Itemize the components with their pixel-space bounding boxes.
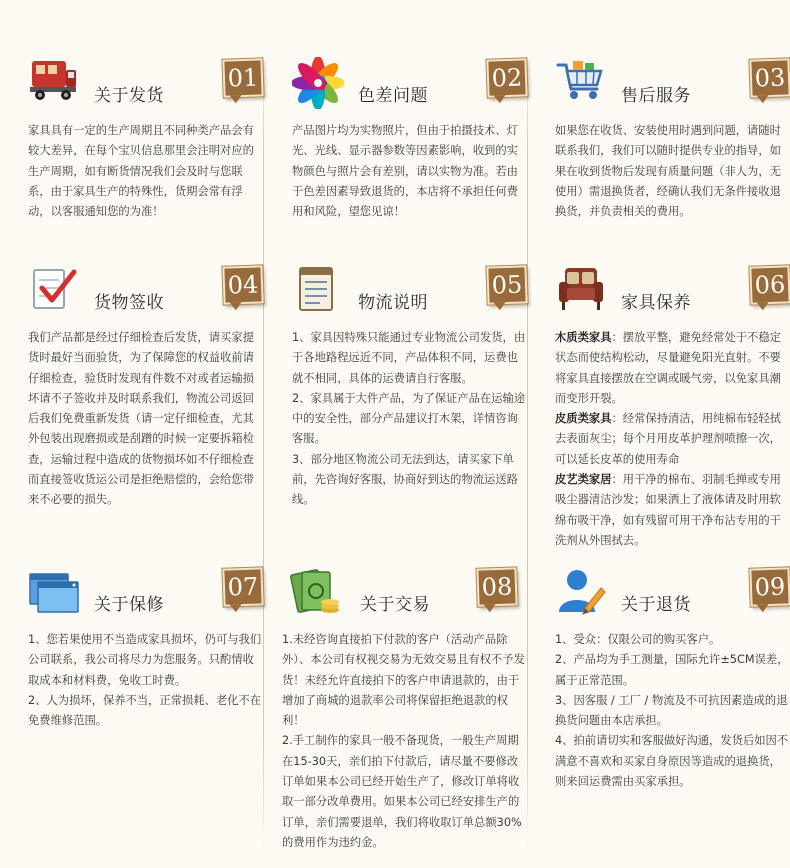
paragraph: 2.手工制作的家具一般不备现货，一般生产周期在15-30天，亲们拍下付款后，请尽量不要修改订单如果本公司已经开始生产了，修改订单将收取一部分改单费用。如果本公司已经安排生产的订单，亲们需要退单，我们将收取订单总额30%的费用作为违约金。 [282,734,522,849]
care-item-text: ：用干净的棉布、羽制毛掸或专用吸尘器清洁沙发；如果洒上了液体请及时用软绵布吸干净，如有残留可用干净布沾专用的干洗剂从外围拭去。 [555,473,781,547]
care-item-label: 皮质类家具 [555,412,612,426]
section-body [555,328,790,551]
paragraph: 如果您在收货、安装使用时遇到问题，请随时联系我们，我们可以随时提供专业的指导，如果在收到货物后发现有质量问题（非人为，无使用）需退换货者，经确认我们无条件接收退换货，并负责相关的费用。 [555,124,781,219]
section-title: 关于退货 [621,595,691,615]
delivery-truck-icon [28,57,80,109]
section-number-badge: 06 [749,265,790,304]
section-number-badge: 07 [222,567,263,606]
section-after-sales [555,57,790,222]
user-edit-icon [555,566,607,618]
paragraph: 产品图片均为实物照片，但由于拍摄技术、灯光、光线、显示器参数等因素影响，收到的实物颜色与照片会有差别，请以实物为准。若由于色差因素导致退货的，本店将不承担任何费用和风险，望您见谅！ [292,124,518,219]
paragraph: 2、人为损坏，保养不当，正常损耗、老化不在免费维修范围。 [28,693,262,728]
section-title: 家具保养 [621,293,691,313]
paragraph: 2、家具属于大件产品，为了保证产品在运输途中的安全性，部分产品建议打木架，详情咨询客服。 [292,391,526,446]
section-returns [555,566,790,792]
paragraph: 3、因客服 / 工厂 / 物流及不可抗因素造成的退换货问题由本店承担。 [555,693,788,728]
section-body [282,630,527,853]
money-icon [290,566,342,618]
section-receipt [28,264,263,511]
shopping-cart-icon [555,57,607,109]
section-body [555,630,790,792]
section-maintenance [555,264,790,551]
color-palette-icon [292,57,344,109]
section-number-badge: 01 [222,58,263,97]
section-number-badge: 08 [476,567,517,606]
section-number-badge: 05 [486,265,527,304]
section-logistics [292,264,527,511]
paragraph: 我们产品都是经过仔细检查后发货，请买家提货时最好当面验货，为了保障您的权益收前请仔细检查，验货时发现有件数不对或者运输损坏请不子签收并及时联系我们，物流公司返回后我们免费重新发货（请一定仔细检查，尤其外包装出现磨损或是刮蹭的时候一定要拆箱检查，运输过程中造成的货物损坏如不仔细检查而直接签收货运公司是拒绝赔偿的，会给您带来不必要的损失。 [28,331,254,507]
column-divider-2 [527,40,528,850]
section-body [28,121,263,222]
section-body [555,121,790,222]
paragraph: 2、产品均为手工测量，国际允许±5CM误差，属于正常范围。 [555,653,789,687]
section-title: 物流说明 [358,293,428,313]
paragraph: 4、拍前请切实和客服做好沟通，发货后如因不满意不喜欢和买家自身原因等造成的退换货，则来回运费需由买家承担。 [555,734,789,789]
section-body [292,121,527,222]
section-transaction [282,566,527,853]
care-item [555,470,790,551]
notepad-icon [292,264,344,316]
care-item-text: ：经常保持清洁，用纯棉布轻轻拭去表面灰尘；每个月用皮革护理剂喷擦一次，可以延长皮革的使用寿命 [555,412,781,466]
care-item [555,409,790,470]
care-item-label: 皮艺类家居 [555,473,612,487]
column-divider-1 [263,40,264,850]
section-number-badge: 03 [749,58,790,97]
section-shipping [28,57,263,222]
section-number-badge: 02 [486,58,527,97]
section-body [28,328,263,511]
section-title: 关于交易 [360,595,430,615]
paragraph: 1、受众：仅限公司的购买客户。 [555,633,721,646]
paragraph: 1.未经咨询直接拍下付款的客户（活动产品除外）、本公司有权视交易为无效交易且有权不予发货！未经允许直接拍下的客户申请退款的，由于增加了商城的退款率公司将保留拒绝退款的权利！ [282,633,525,728]
section-title: 色差问题 [358,86,428,106]
section-number-badge: 09 [749,567,790,606]
section-color-difference [292,57,527,222]
section-title: 货物签收 [94,293,164,313]
paragraph: 1、您若果使用不当造成家具损坏，仍可与我们公司联系，我公司将尽力为您服务。只酌情收取成本和材料费，免收工时费。 [28,633,262,687]
section-title: 售后服务 [621,86,691,106]
section-body [292,328,527,511]
window-icon [28,566,80,618]
section-number-badge: 04 [222,265,263,304]
paragraph: 家具具有一定的生产周期且不同种类产品会有较大差异，在每个宝贝信息那里会注明对应的生产周期，如有断货情况我们会及时与您联系，由于家具生产的特殊性，货期会常有浮动，以客服通知您的为准！ [28,124,254,219]
armchair-icon [555,264,607,316]
section-title: 关于发货 [94,86,164,106]
checklist-icon [28,264,80,316]
care-item [555,328,790,409]
section-body [28,630,263,731]
care-item-text: ：摆放平整，避免经常处于不稳定状态而使结构松动，尽量避免阳光直射。不要将家具直接摆放在空调或暖气旁，以免家具潮而变形开裂。 [555,331,781,405]
care-item-label: 木质类家具 [555,331,612,344]
section-warranty [28,566,263,731]
paragraph: 1、家具因特殊只能通过专业物流公司发货，由于各地路程远近不同，产品体积不同，运费也就不相同，具体的运费请自行客服。 [292,331,526,385]
paragraph: 3、部分地区物流公司无法到达，请买家下单前，先咨询好客服，协商好到达的物流运送路线。 [292,452,518,507]
section-title: 关于保修 [94,595,164,615]
